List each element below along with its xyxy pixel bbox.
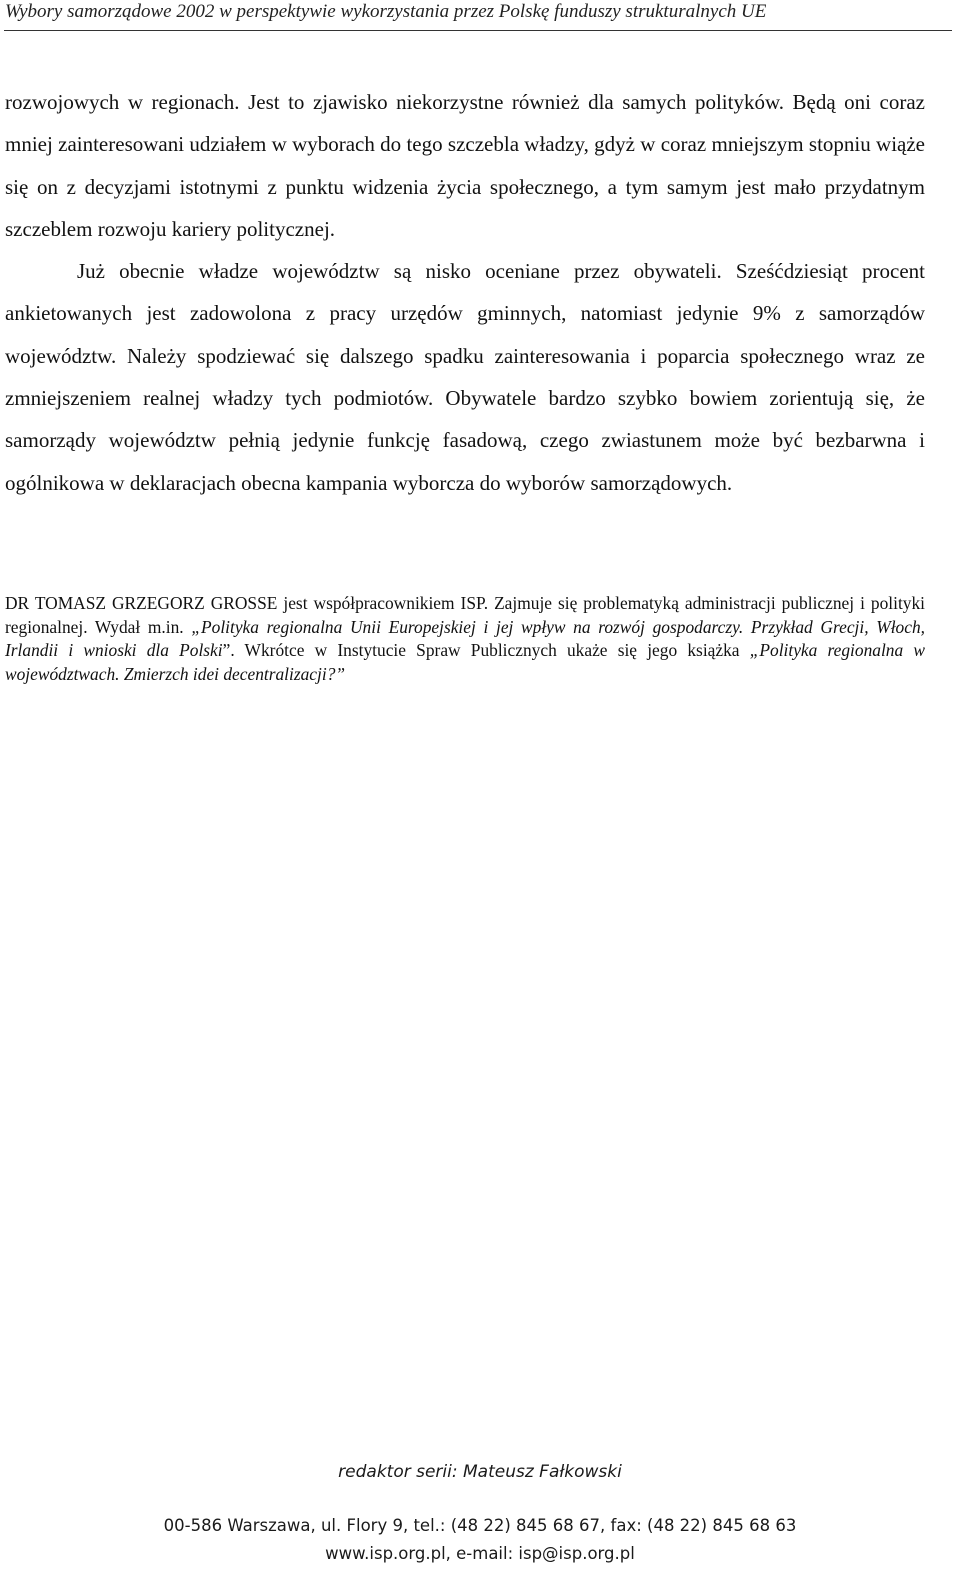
article-body bbox=[5, 81, 925, 504]
body-paragraph-1: rozwojowych w regionach. Jest to zjawisko niekorzystne również dla samych polityków. Będą oni coraz mniej zainteresowani udziałem w wyborach do tego szczebla władzy, gdyż w coraz mniejszym stopniu wiąże się on z decyzjami istotnymi z punktu widzenia życia społecznego, a tym samym jest mało przydatnym szczeblem rozwoju kariery politycznej. bbox=[5, 90, 925, 241]
running-header: Wybory samorządowe 2002 w perspektywie wykorzystania przez Polskę funduszy strukturalnych UE bbox=[5, 1, 767, 22]
body-paragraph-2: Już obecnie władze województw są nisko oceniane przez obywateli. Sześćdziesiąt procent ankietowanych jest zadowolona z pracy urzędów gminnych, natomiast jedynie 9% z samorządów województw. Należy spodziewać się dalszego spadku zainteresowania i poparcia społecznego wraz ze zmniejszeniem realnej władzy tych podmiotów. Obywatele bardzo szybko bowiem zorientują się, że samorządy województw pełnią jedynie funkcję fasadową, czego zwiastunem może być bezbarwna i ogólnikowa w deklaracjach obecna kampania wyborcza do wyborów samorządowych. bbox=[5, 259, 925, 495]
footer-contact: www.isp.org.pl, e-mail: isp@isp.org.pl bbox=[325, 1544, 635, 1563]
author-bio-paragraph bbox=[5, 592, 925, 686]
header-divider bbox=[4, 30, 952, 31]
bio-text-2: ”. Wkrótce w Instytucie Spraw Publicznych ukaże się jego książka bbox=[222, 640, 750, 661]
author-bio bbox=[5, 592, 925, 686]
bio-book-title-2: „Polityka regionalna w województwach. Zmierzch idei decentralizacji?” bbox=[5, 640, 925, 684]
bio-text-1: DR TOMASZ GRZEGORZ GROSSE jest współpracownikiem ISP. Zajmuje się problematyką administracji publicznej i polityki regionalnej. Wydał m.in. bbox=[5, 593, 925, 637]
bio-book-title-1: „Polityka regionalna Unii Europejskiej i jej wpływ na rozwój gospodarczy. Przykład Grecji, Włoch, Irlandii i wnioski dla Polski bbox=[5, 616, 925, 661]
footer-address: 00-586 Warszawa, ul. Flory 9, tel.: (48 22) 845 68 67, fax: (48 22) 845 68 63 bbox=[163, 1516, 797, 1535]
series-editor: redaktor serii: Mateusz Fałkowski bbox=[338, 1462, 622, 1482]
